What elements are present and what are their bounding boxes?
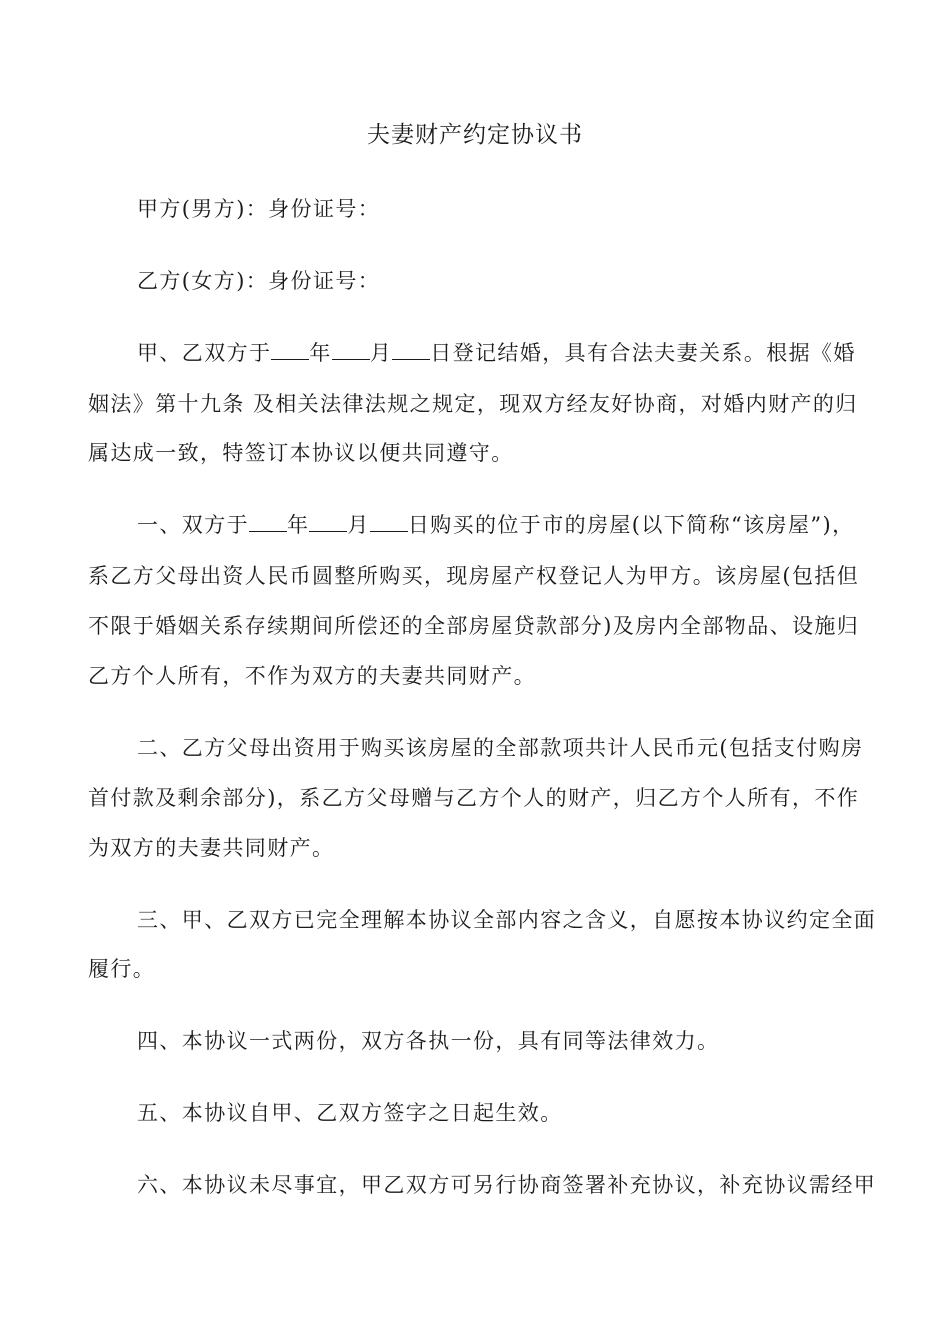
intro-text-3: 月 [369, 341, 393, 365]
clause2-line-3: 为双方的夫妻共同财产。 [88, 836, 335, 860]
intro-text-4: 日登记结婚，具有合法夫妻关系。根据《婚 [430, 341, 856, 365]
clause1-text-3: 月 [347, 513, 370, 537]
clause1-line-4: 乙方个人所有，不作为双方的夫妻共同财产。 [88, 664, 536, 688]
clause3-line-1: 三、甲、乙双方已完全理解本协议全部内容之含义，自愿按本协议约定全面 [137, 908, 877, 932]
month-blank [332, 341, 370, 360]
intro-line-3: 属达成一致，特签订本协议以便共同遵守。 [88, 441, 514, 465]
year-blank [249, 513, 287, 532]
day-blank [392, 341, 430, 360]
clause6-line: 六、本协议未尽事宜，甲乙双方可另行协商签署补充协议，补充协议需经甲 [137, 1173, 877, 1197]
clause4-line: 四、本协议一式两份，双方各执一份，具有同等法律效力。 [137, 1029, 720, 1053]
clause2-line-1: 二、乙方父母出资用于购买该房屋的全部款项共计人民币元(包括支付购房 [137, 736, 864, 760]
intro-line-1 [137, 338, 868, 368]
clause3-line-2: 履行。 [88, 957, 156, 981]
day-blank [370, 513, 408, 532]
document-title: 夫妻财产约定协议书 [367, 122, 583, 148]
clause2-line-2: 首付款及剩余部分)，系乙方父母赠与乙方个人的财产，归乙方个人所有，不作 [88, 786, 860, 810]
intro-text-1: 甲、乙双方于 [137, 341, 272, 365]
clause1-text-2: 年 [287, 513, 310, 537]
clause1-text-4: 日购买的位于市的房屋(以下简称“该房屋”)， [407, 513, 855, 537]
party-a-line: 甲方(男方)：身份证号： [137, 197, 381, 221]
clause1-text-1: 一、双方于 [137, 513, 249, 537]
month-blank [309, 513, 347, 532]
year-blank [271, 341, 309, 360]
intro-text-2: 年 [309, 341, 332, 365]
clause5-line: 五、本协议自甲、乙双方签字之日起生效。 [137, 1101, 563, 1125]
clause1-line-1 [137, 510, 868, 540]
clause1-line-3: 不限于婚姻关系存续期间所偿还的全部房屋贷款部分)及房内全部物品、设施归 [88, 614, 860, 638]
party-b-line: 乙方(女方)：身份证号： [137, 269, 381, 293]
clause1-line-2: 系乙方父母出资人民币圆整所购买，现房屋产权登记人为甲方。该房屋(包括但 [88, 564, 860, 588]
intro-line-2: 姻法》第十九条 及相关法律法规之规定，现双方经友好协商，对婚内财产的归 [88, 392, 858, 416]
